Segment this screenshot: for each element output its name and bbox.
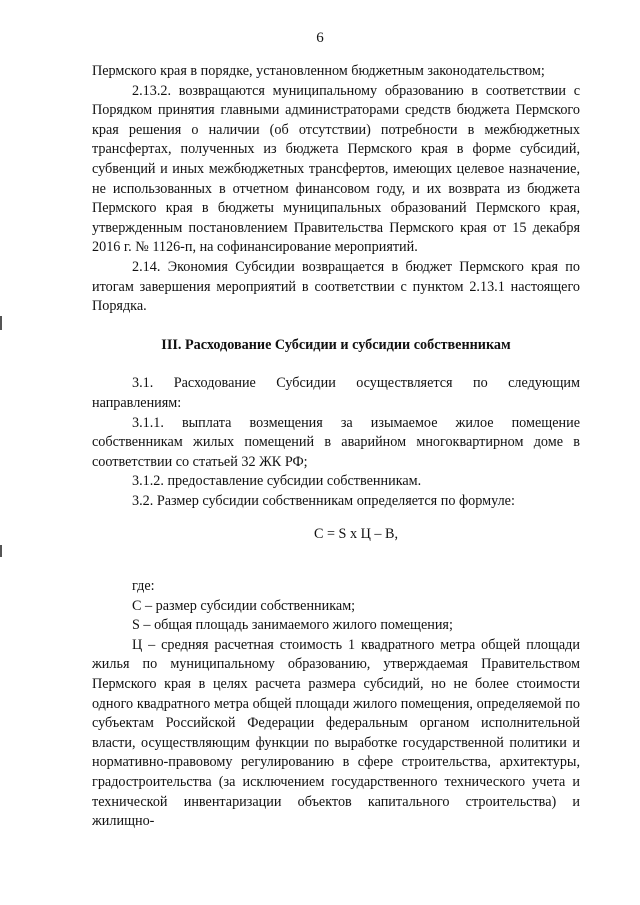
definition-c: С – размер субсидии собственникам;: [132, 597, 356, 614]
definition-s: S – общая площадь занимаемого жилого помещения;: [132, 617, 453, 634]
paragraph-2-13-2: 2.13.2. возвращаются муниципальному образованию в соответствии с Порядком принятия главными администраторами средств бюджета Пермского края решения о наличии (об отсутствии) потребности в межбюджетных трансфертах, полученных из бюджета Пермского края в форме субсидий, субвенций и иных межбюджетных трансфертов, имеющих целевое назначение, не использованных в отчетном финансовом году, и их возврата из бюджета Пермского края в бюджеты муниципальных образований Пермского края, утвержденным постановлением Правительства Пермского края от 15 декабря 2016 г. № 1126-п, на софинансирование мероприятий.: [92, 82, 580, 256]
definition-ts: Ц – средняя расчетная стоимость 1 квадратного метра общей площади жилья по муниципальному образованию, утверждаемая Правительством Пермского края в целях расчета размера субсидий, но не более стоимости одного квадратного метра общей площади жилого помещения, определяемой по субъектам Российской Федерации федеральным органом исполнительной власти, осуществляющим функции по выработке государственной политики и нормативно-правовому регулированию в сфере строительства, архитектуры, градостроительства (за исключением государственного технического учета и технической инвентаризации объектов капитального строительства) и жилищно-: [92, 636, 580, 830]
scan-edge-mark: [0, 545, 2, 557]
page-number: 6: [316, 30, 324, 46]
scan-edge-mark: [0, 316, 2, 330]
formula-where: где:: [132, 578, 155, 595]
paragraph-3-1-2: 3.1.2. предоставление субсидии собственникам.: [132, 473, 422, 490]
paragraph-continuation: Пермского края в порядке, установленном бюджетным законодательством;: [92, 63, 545, 79]
subsidy-formula: С = S х Ц – В,: [313, 526, 399, 543]
paragraph-3-2: 3.2. Размер субсидии собственникам определяется по формуле:: [132, 492, 515, 509]
section-heading: III. Расходование Субсидии и субсидии собственникам: [161, 336, 511, 353]
document-body: [92, 62, 580, 832]
paragraph-3-1-1: 3.1.1. выплата возмещения за изымаемое жилое помещение собственникам жилых помещений в аварийном многоквартирном доме в соответствии со статьей 32 ЖК РФ;: [92, 414, 580, 470]
paragraph-2-14: 2.14. Экономия Субсидии возвращается в бюджет Пермского края по итогам завершения мероприятий в соответствии с пунктом 2.13.1 настоящего Порядка.: [92, 258, 580, 315]
paragraph-3-1: 3.1. Расходование Субсидии осуществляется по следующим направлениям:: [92, 375, 580, 411]
